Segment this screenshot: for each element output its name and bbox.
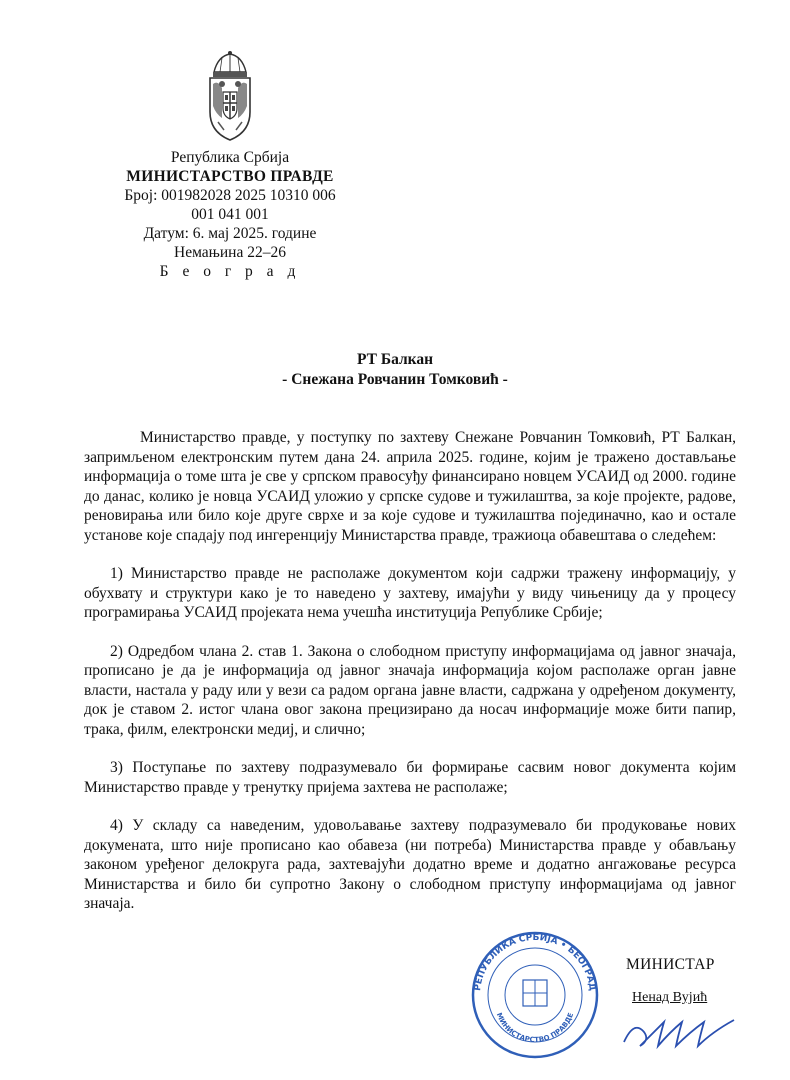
intro-paragraph: Министарство правде, у поступку по захтеву Снежане Ровчанин Томковић, РТ Балкан, запримљеном електронским путем дана 24. априла 2025. године, којим је тражено достављање информација о томе шта је све у српском правосуђу финансирано новцем УСАИД од 2000. године до данас, колико је новца УСАИД уложио у српске судове и тужилаштва, за које пројекте, радове, реновирања или било које друге сврхе и за које судове и тужилаштва појединачно, као и остале установе које спадају под ингеренцију Министарства правде, тражиоца обавештава о следећем: — [84, 429, 736, 544]
official-stamp-icon — [470, 930, 600, 1060]
numbered-item-1: 1) Министарство правде не располаже документом који садржи тражену информацију, у обухвату и структури како је то наведено у захтеву, имајући у виду чињеницу да у процесу програмирања УСАИД пројеката нема учешћа институција Републике Србије; — [84, 565, 736, 621]
stamp-outer-text: РЕПУБЛИКА СРБИЈА • БЕОГРАД — [473, 932, 597, 992]
country-name: Република Србија — [170, 149, 290, 166]
handwritten-signature-icon — [620, 1012, 740, 1052]
reference-number-continued: 001 041 001 — [191, 206, 269, 223]
reference-number: Број: 001982028 2025 10310 006 — [124, 187, 336, 204]
serbian-coat-of-arms-icon — [200, 50, 260, 142]
numbered-item-4: 4) У складу са наведеним, удовољавање захтеву подразумевало би продуковање нових докумената, што није прописано као обавеза (ни потреба) Министарства правде у обављању законом уређеног делокруга рада, захтевајући додатно време и додатно ангажовање ресурса Министарства и било би супротно Закону о слободном приступу информацијама од јавног значаја. — [84, 817, 736, 912]
numbered-item-2: 2) Одредбом члана 2. став 1. Закона о слободном приступу информацијама од јавног значаја, прописано је да је информација од јавног значаја информација којом располаже орган јавне власти, настала у раду или у вези са радом органа јавне власти, садржана у одређеном документу, док је ставом 2. истог члана овог закона прецизирано да носач информације може бити папир, трака, филм, електронски медиј, и слично; — [84, 642, 736, 738]
numbered-item-3: 3) Поступање по захтеву подразумевало би формирање сасвим новог документа којим Министарство правде у тренутку пријема захтева не располаже; — [84, 759, 736, 796]
signatory-title: МИНИСТАР — [626, 956, 715, 973]
recipient-person: - Снежана Ровчанин Томковић - — [282, 371, 508, 388]
recipient-block — [0, 350, 790, 390]
letter-body — [84, 428, 736, 933]
stamp-inner-text: МИНИСТАРСТВО ПРАВДЕ — [494, 1011, 576, 1045]
ministry-name: МИНИСТАРСТВО ПРАВДЕ — [126, 168, 334, 185]
svg-text:МИНИСТАРСТВО ПРАВДЕ — [495, 1012, 575, 1045]
city: Б е о г р а д — [159, 263, 301, 280]
recipient-organization: РТ Балкан — [356, 351, 434, 368]
letterhead — [90, 50, 370, 281]
document-date: Датум: 6. мај 2025. године — [143, 225, 317, 242]
signatory-name: Ненад Вујић — [632, 990, 708, 1005]
address: Немањина 22–26 — [174, 244, 286, 261]
